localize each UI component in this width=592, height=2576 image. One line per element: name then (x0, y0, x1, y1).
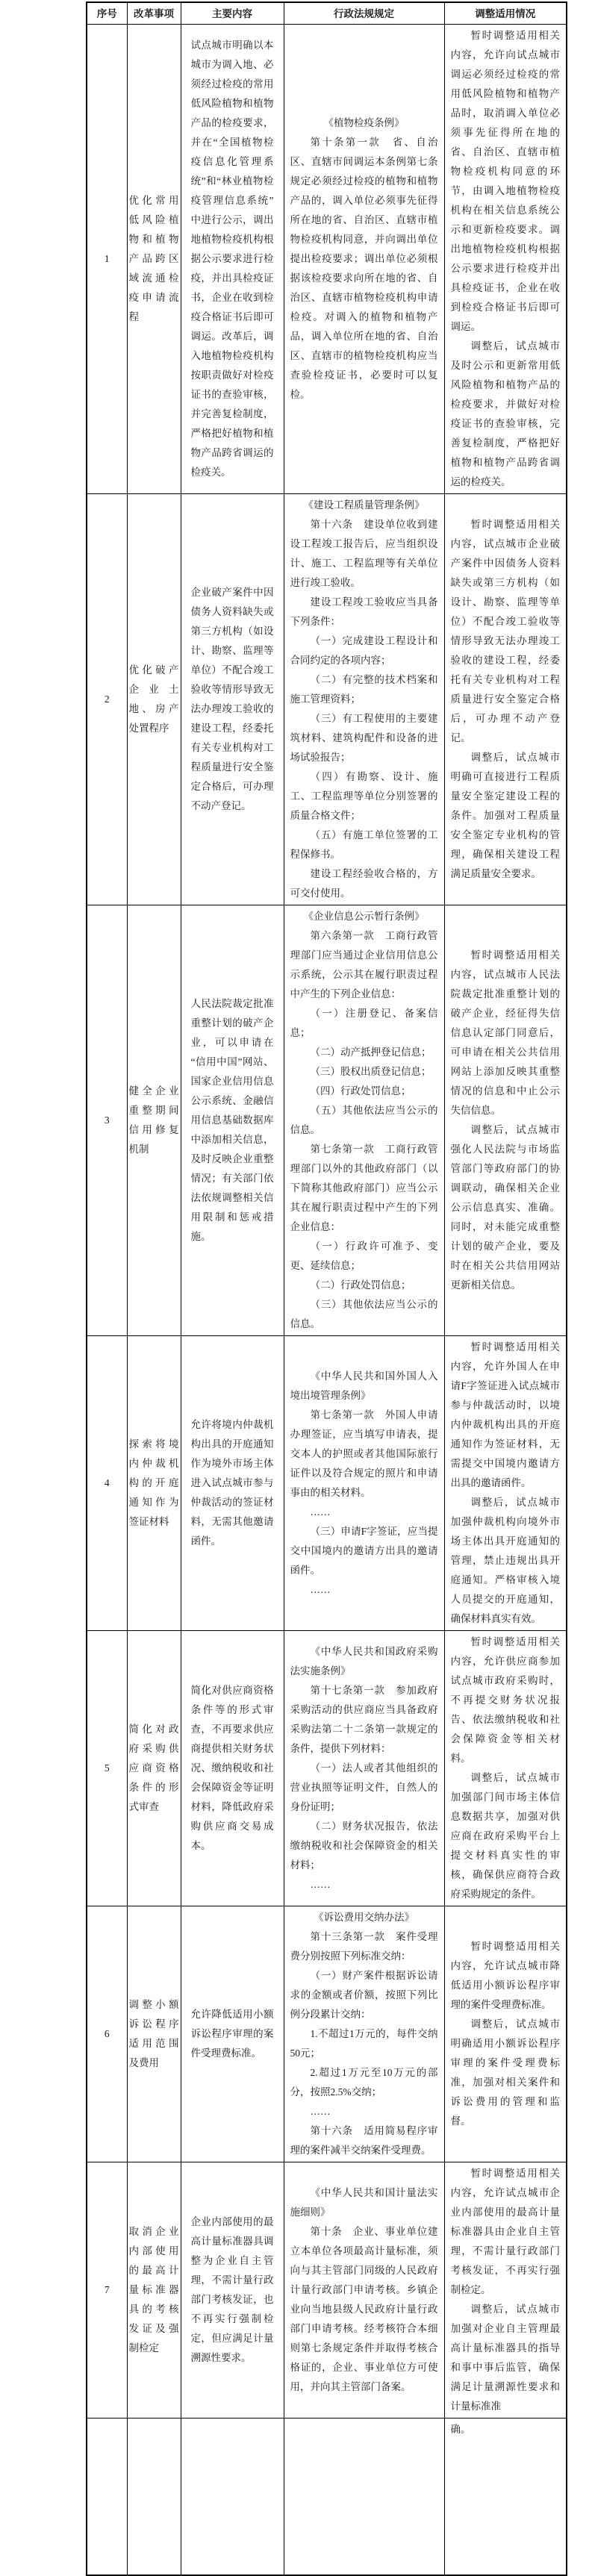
paragraph: …… (310, 1584, 331, 1595)
paragraph: 《植物检疫条例》 (323, 117, 405, 128)
paragraph: （五）有施工单位签署的工程保修书。 (290, 829, 438, 860)
paragraph: 《中华人民共和国计量法实施细则》 (290, 2187, 438, 2218)
paragraph: 取消企业内部使用的最高计量标准器具的考核发证及强制检定 (128, 2226, 179, 2354)
reform-item-cell (127, 2162, 181, 2418)
paragraph: 简化对供应商资格条件等的形式审查，不再要求供应商提供相关财务状况、缴纳税收和社会保障资金等证明材料，降低政府采购供应商交易成本。 (190, 1685, 274, 1851)
paragraph: （三）有工程使用的主要建筑材料、建筑构配件和设备的进场试验报告； (290, 713, 438, 763)
regulation-cell (284, 2418, 444, 2575)
paragraph: （二）财务状况报告，依法缴纳税收和社会保障资金的相关材料； (290, 1821, 438, 1871)
table-row (87, 1906, 567, 2162)
paragraph: 《企业信息公示暂行条例》 (303, 911, 425, 922)
paragraph: …… (310, 2106, 331, 2117)
paragraph: 第十七条第一款 参加政府采购活动的供应商应当具备政府采购法第二十二条第一款规定的条件，提供下列材料： (290, 1685, 438, 1754)
paragraph: 第十六条 适用简易程序审理的案件减半交纳案件受理费。 (290, 2125, 438, 2156)
reform-item-cell (127, 494, 181, 905)
header-row (87, 2, 567, 25)
paragraph: 调整后，试点城市加强部门间市场主体信息数据共享，加强对供应商在政府采购平台上提交材料真实性的审核，确保供应商符合政府采购规定的条件。 (450, 1772, 560, 1900)
paragraph: 调整后，试点城市明确可直接进行工程质量安全鉴定建设工程的条件。加强对工程质量安全鉴定专业机构的管理，确保相关建设工程满足质量安全要求。 (450, 752, 560, 879)
paragraph: （二）动产抵押登记信息； (310, 1047, 431, 1058)
reform-item-cell (127, 1906, 181, 2162)
paragraph: 暂时调整适用相关内容，允许向试点城市调运必须经过检疫的常用低风险植物和植物产品时，取消调入单位必须事先征得所在地的省、自治区、直辖市植物检疫机构同意的环节，由调入地植物检疫机构在相关信息系统公示和更新检疫要求。调出地植物检疫机构根据公示要求进行检疫并出具检疫证书，企业在收到检疫合格证书后即可调运。 (450, 30, 560, 332)
paragraph: 调整后，试点城市明确适用小额诉讼程序审理的案件受理费标准，加强对相关案件和诉讼费用的管理和监督。 (450, 2018, 560, 2127)
serial-cell: 5 (87, 1631, 127, 1906)
table-row (87, 1631, 567, 1906)
paragraph: 调整后，试点城市强化人民法院与市场监管部门等政府部门的协调联动，确保相关企业公示信息真实、准确。同时，对未能完成重整计划的破产企业，要及时在相关公共信用网站更新相关信息。 (450, 1124, 560, 1291)
paragraph: 企业内部使用的最高计量标准器具调整为企业自主管理，不需计量行政部门考核发证，也不再实行强制检定，但应满足计量溯源性要求。 (190, 2216, 274, 2363)
paragraph: 第六条第一款 工商行政管理部门应当通过企业信用信息公示系统，公示其在履行职责过程中产生的下列企业信息： (290, 930, 438, 999)
main-content-cell (181, 25, 284, 494)
adjustment-cell (444, 25, 567, 494)
paragraph: （二）行政处罚信息； (310, 1279, 411, 1291)
paragraph: 第十六条 建设单位收到建设工程竣工报告后，应当组织设计、施工、工程监理等有关单位进行竣工验收。 (290, 519, 438, 588)
paragraph: 调整后，试点城市加强仲裁机构向境外市场主体出具开庭通知的管理，禁止违规出具开庭通知。严格审核入境人员提交的开庭通知，确保材料真实有效。 (450, 1497, 560, 1624)
paragraph: 调整后，试点城市及时公示和更新常用低风险植物和植物产品的检疫要求，并做好对检疫证书的查验审核，完善复检制度，严格把好植物和植物产品跨省调运的检疫关。 (450, 340, 560, 487)
paragraph: （三）其他依法应当公示的信息。 (290, 1299, 438, 1329)
paragraph: 第十条第一款 省、自治区、直辖市间调运本条例第七条规定必须经过检疫的植物和植物产品的，调入单位必须事先征得所在地的省、自治区、直辖市植物检疫机构同意，并向调出单位提出检疫要求；调出单位必须根据该检疫要求向所在地的省、自治区、直辖市植物检疫机构申请检疫。对调入的植物和植物产品，调入单位所在地的省、自治区、直辖市的植物检疫机构应当查验检疫证书，必要时可以复检。 (290, 137, 438, 400)
paragraph: 允许降低适用小额诉讼程序审理的案件受理费标准。 (190, 2009, 274, 2059)
regulation-cell (284, 25, 444, 494)
paragraph: （一）注册登记、备案信息； (290, 1008, 438, 1038)
table-row (87, 905, 567, 1336)
paragraph: 第七条第一款 外国人申请办理签证，应当填写申请表，提交本人的护照或者其他国际旅行证件以及符合规定的照片和申请事由的相关材料。 (290, 1409, 438, 1498)
paragraph: 允许将境内仲裁机构出具的开庭通知作为境外市场主体进入试点城市参与仲裁活动的签证材料，无需其他邀请函件。 (190, 1419, 274, 1547)
table-row (87, 494, 567, 905)
serial-cell: 4 (87, 1336, 127, 1631)
header-serial: 序号 (87, 2, 127, 25)
adjustment-cell (444, 2162, 567, 2418)
paragraph: （四）有勘察、设计、施工、工程监理等单位分别签署的质量合格文件； (290, 771, 438, 821)
table-body (87, 25, 567, 2575)
paragraph: 第十三条第一款 案件受理费分别按照下列标准交纳： (290, 1931, 438, 1962)
main-content-cell (181, 2418, 284, 2575)
paragraph: （二）有完整的技术档案和施工管理资料； (290, 674, 438, 705)
paragraph: 暂时调整适用相关内容，允许试点城市企业内部使用的最高计量标准器具由企业自主管理，不需计量行政部门考核发证，不再实行强制检定。 (450, 2168, 560, 2295)
regulation-cell (284, 1336, 444, 1631)
serial-cell (87, 2418, 127, 2575)
paragraph: 第十条 企业、事业单位建立本单位各项最高计量标准，须向与其主管部门同级的人民政府计量行政部门申请考核。乡镇企业向当地县级人民政府计量行政部门申请考核。经考核符合本细则第七条规定条件并取得考核合格证的，企业、事业单位方可使用，并向其主管部门备案。 (290, 2226, 438, 2392)
paragraph: （一）财产案件根据诉讼请求的金额或者价额，按照下列比例分段累计交纳： (290, 1970, 438, 2020)
paragraph: 健全企业重整期间信用修复机制 (128, 1085, 179, 1155)
adjustment-cell (444, 494, 567, 905)
paragraph: 调整后，试点城市加强对企业自主管理最高计量标准器具的指导和事中事后监管，确保满足计量溯源性要求和计量标准准 (450, 2304, 560, 2412)
reform-item-cell (127, 1631, 181, 1906)
paragraph: 试点城市明确以本城市为调入地、必须经过检疫的常用低风险植物和植物产品的检疫要求，并在“全国植物检疫信息化管理系统”和“林业植物检疫管理信息系统”中进行公示，调出地植物检疫机构根据公示要求进行检疫，并出具检疫证书，企业在收到检疫合格证书后即可调运。改革后，调入地植物检疫机构按职责做好对检疫证书的查验审核，并完善复检制度，严格把好植物和植物产品跨省调运的检疫关。 (190, 40, 274, 478)
paragraph: 建设工程经验收合格的，方可交付使用。 (290, 868, 438, 899)
paragraph: 暂时调整适用相关内容，允许供应商参加试点城市政府采购时，不再提交财务状况报告、依法缴纳税收和社会保障资金等相关材料。 (450, 1636, 560, 1764)
main-content-cell (181, 1336, 284, 1631)
paragraph: 暂时调整适用相关内容，试点城市人民法院裁定批准重整计划的破产企业，经征得失信信息认定部门同意后，可申请在相关公共信用网站上添加反映其重整情况的信息和中止公示失信信息。 (450, 949, 560, 1116)
table-row (87, 2162, 567, 2418)
reform-item-cell (127, 2418, 181, 2575)
paragraph: 1.不超过1万元的，每件交纳50元； (290, 2028, 438, 2059)
paragraph: 确。 (450, 2424, 471, 2435)
paragraph: （四）行政处罚信息； (310, 1085, 411, 1097)
paragraph: 简化对政府采购供应商资格条件的形式审查 (128, 1724, 179, 1812)
paragraph: （一）行政许可准予、变更、延续信息； (290, 1241, 438, 1271)
paragraph: 建设工程竣工验收应当具备下列条件： (290, 596, 438, 627)
table-header (87, 2, 567, 25)
table-row (87, 25, 567, 494)
main-content-cell (181, 1631, 284, 1906)
adjustment-cell (444, 2418, 567, 2575)
paragraph: 人民法院裁定批准重整计划的破产企业，可以申请在“信用中国”网站、国家企业信用信息公示系统、金融信用信息基础数据库中添加相关信息，及时反映企业重整情况；有关部门依法依规调整相关信用限制和惩戒措施。 (190, 998, 274, 1242)
paragraph: 优化常用低风险植物和植物产品跨区域流通检疫申请流程 (128, 195, 179, 322)
serial-cell: 1 (87, 25, 127, 494)
serial-cell: 7 (87, 2162, 127, 2418)
paragraph: 探索将境内仲裁机构的开庭通知作为签证材料 (128, 1438, 179, 1527)
paragraph: 暂时调整适用相关内容，允许试点城市降低适用小额诉讼程序审理的案件受理费标准。 (450, 1941, 560, 2010)
reform-item-cell (127, 905, 181, 1336)
paragraph: （一）法人或者其他组织的营业执照等证明文件，自然人的身份证明； (290, 1762, 438, 1812)
main-content-cell (181, 2162, 284, 2418)
regulation-cell (284, 1631, 444, 1906)
header-reform-item: 改革事项 (127, 2, 181, 25)
paragraph: （一）完成建设工程设计和合同约定的各项内容； (290, 635, 438, 666)
paragraph: …… (310, 1879, 331, 1890)
adjustment-cell (444, 1906, 567, 2162)
regulation-cell (284, 2162, 444, 2418)
reform-item-cell (127, 1336, 181, 1631)
main-content-cell (181, 494, 284, 905)
paragraph: 2.超过1万元至10万元的部分，按照2.5%交纳； (290, 2067, 438, 2098)
header-adjustment: 调整适用情况 (444, 2, 567, 25)
serial-cell: 2 (87, 494, 127, 905)
paragraph: 调整小额诉讼程序适用范围及费用 (128, 1999, 179, 2068)
paragraph: （五）其他依法应当公示的信息。 (290, 1105, 438, 1135)
paragraph: （三）股权出质登记信息； (310, 1066, 431, 1077)
paragraph: 《中华人民共和国外国人入境出境管理条例》 (290, 1370, 438, 1401)
adjustment-cell (444, 1336, 567, 1631)
paragraph: 优化破产企业土地、房产处置程序 (128, 664, 179, 734)
serial-cell: 3 (87, 905, 127, 1336)
main-content-cell (181, 1906, 284, 2162)
table-row (87, 1336, 567, 1631)
paragraph: （三）申请F字签证，应当提交中国境内的邀请方出具的邀请函件。 (290, 1526, 438, 1576)
reform-items-table (86, 1, 567, 2576)
paragraph: 暂时调整适用相关内容，试点城市企业破产案件中因债务人资料缺失或第三方机构（如设计、勘察、监理等单位）不配合竣工验收等情形导致无法办理竣工验收的建设工程，经委托有关专业机构对工程质量进行安全鉴定合格后，可办理不动产登记。 (450, 519, 560, 743)
regulation-cell (284, 905, 444, 1336)
paragraph: 《诉讼费用交纳办法》 (314, 1912, 414, 1923)
regulation-cell (284, 1906, 444, 2162)
table-row (87, 2418, 567, 2575)
header-regulation: 行政法规规定 (284, 2, 444, 25)
paragraph: 第七条第一款 工商行政管理部门以外的其他政府部门（以下简称其他政府部门）应当公示其在履行职责过程中产生的下列企业信息： (290, 1144, 438, 1232)
header-main-content: 主要内容 (181, 2, 284, 25)
paragraph: 暂时调整适用相关内容，允许外国人在申请F字签证进入试点城市参与仲裁活动时，以境内仲裁机构出具的开庭通知作为签证材料，无需提交中国境内邀请方出具的邀请函件。 (450, 1341, 560, 1488)
adjustment-cell (444, 905, 567, 1336)
paragraph: 《中华人民共和国政府采购法实施条例》 (290, 1646, 438, 1677)
paragraph: 《建设工程质量管理条例》 (303, 499, 425, 511)
main-content-cell (181, 905, 284, 1336)
regulation-cell (284, 494, 444, 905)
serial-cell: 6 (87, 1906, 127, 2162)
reform-item-cell (127, 25, 181, 494)
adjustment-cell (444, 1631, 567, 1906)
paragraph: 企业破产案件中因债务人资料缺失或第三方机构（如设计、勘察、监理等单位）不配合竣工验收等情形导致无法办理竣工验收的建设工程，经委托有关专业机构对工程质量进行安全鉴定合格后，可办理不动产登记。 (190, 587, 274, 811)
paragraph: …… (310, 1506, 331, 1518)
